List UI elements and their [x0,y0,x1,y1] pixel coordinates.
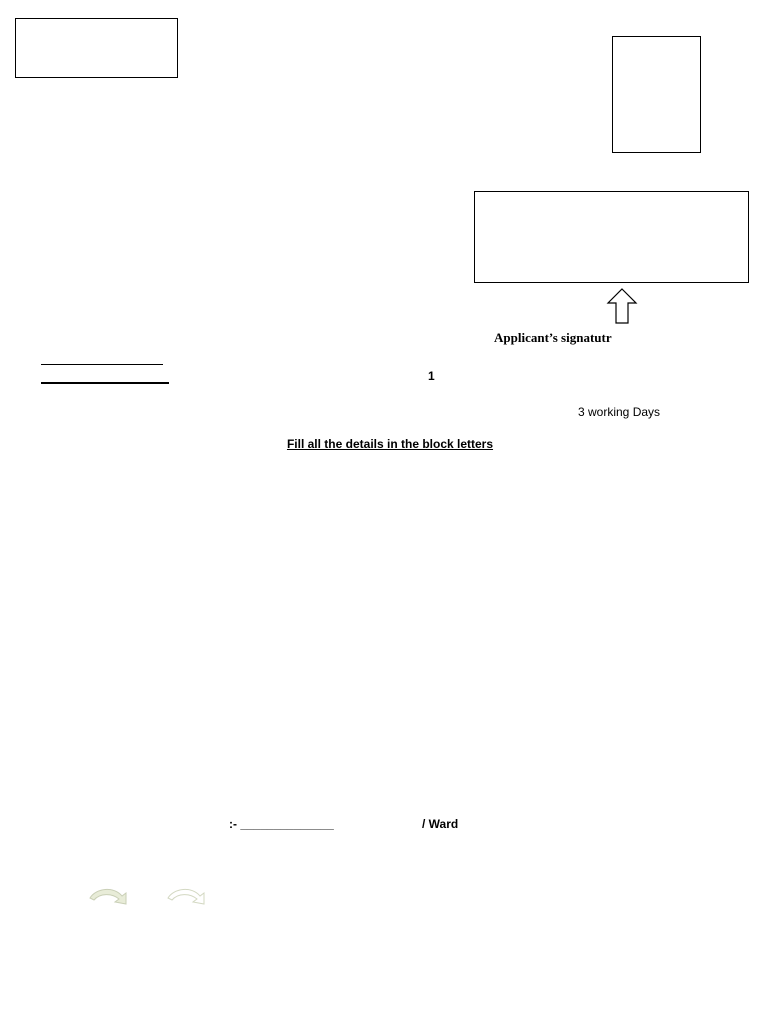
page-number: 1 [428,369,435,383]
underline-rule-thick [41,382,169,384]
curved-arrow-icon [166,886,208,906]
block-letters-instruction: Fill all the details in the block letters [286,437,494,451]
reference-box [15,18,178,78]
curved-arrow-icon [88,886,130,906]
processing-time: 3 working Days [578,405,661,419]
signature-caption: Applicant’s signatutr [494,330,612,345]
photo-box [612,36,701,153]
signature-box [474,191,749,283]
ward-label: / Ward [422,817,459,831]
up-arrow-icon [606,288,638,324]
underline-rule [41,364,163,365]
ward-blank-field: :- ______________ [229,817,334,831]
